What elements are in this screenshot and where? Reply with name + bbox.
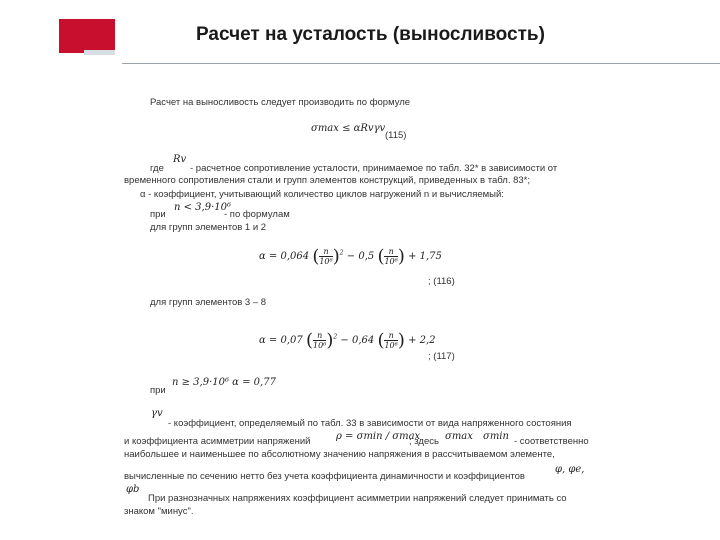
groups-1-2: для групп элементов 1 и 2 (150, 222, 267, 233)
intro-text: Расчет на выносливость следует производить по формуле (150, 97, 411, 108)
sigma-min-symbol: σmin (483, 431, 509, 442)
phi-b-symbol: φb (126, 484, 140, 495)
page-title: Расчет на усталость (выносливость) (196, 24, 545, 45)
gamma-symbol: γv (151, 408, 163, 419)
formula-117: α = 0,07 ( $\frac{n}{\text{10⁶}}$ )$^2$ − 0,64 ( $\frac{n}{\text{10⁶}}$ ) + 2,2 (259, 330, 436, 351)
condition-2: n ≥ 3,9·10⁶ α = 0,77 (172, 377, 276, 388)
formula-main: σmax ≤ αRvγv (311, 123, 386, 134)
rv-symbol: Rv (173, 154, 187, 165)
when-label-1: при (150, 209, 166, 220)
gamma-definition-2a: и коэффициента асимметрии напряжений (124, 436, 311, 447)
formula-116: α = 0,064 ( $\frac{n}{\text{10⁶}}$ )$^2$ − 0,5 ( $\frac{n}{\text{10⁶}}$ ) + 1,75 (259, 246, 442, 267)
gamma-definition-2c: - соответственно (514, 436, 589, 447)
gamma-definition-1: - коэффициент, определяемый по табл. 33 в зависимости от вида напряженного состояния (168, 418, 572, 429)
gamma-definition-3: наибольшее и наименьшее по абсолютному значению напряжения в рассчитываемом элементе, (124, 449, 555, 460)
rv-definition: - расчетное сопротивление усталости, принимаемое по табл. 32* в зависимости от (190, 163, 558, 174)
by-formulas: - по формулам (224, 209, 290, 220)
phi-symbols: φ, φe, (555, 464, 585, 475)
last-paragraph-2: знаком "минус". (124, 506, 194, 517)
groups-3-8: для групп элементов 3 – 8 (150, 297, 267, 308)
eq-number-117: ; (117) (428, 351, 455, 362)
eq-number-116: ; (116) (428, 276, 455, 287)
condition-1: n < 3,9·10⁶ (174, 202, 231, 213)
when-label-2: при (150, 385, 166, 396)
eq-number-115: (115) (385, 130, 407, 141)
alpha-definition: α - коэффициент, учитывающий количество циклов нагружений n и вычисляемый: (140, 189, 504, 200)
rho-formula: ρ = σmin / σmax (336, 431, 421, 442)
gamma-definition-4: вычисленные по сечению нетто без учета коэффициента динамичности и коэффициентов (124, 471, 525, 482)
rv-definition-cont: временного сопротивления стали и групп элементов конструкций, приведенных в табл. 83*; (124, 175, 530, 186)
last-paragraph-1: При разнозначных напряжениях коэффициент асимметрии напряжений следует принимать со (148, 493, 567, 504)
gamma-definition-2b: ; здесь (409, 436, 439, 447)
where-label: где (150, 163, 164, 174)
sigma-max-symbol: σmax (445, 431, 473, 442)
